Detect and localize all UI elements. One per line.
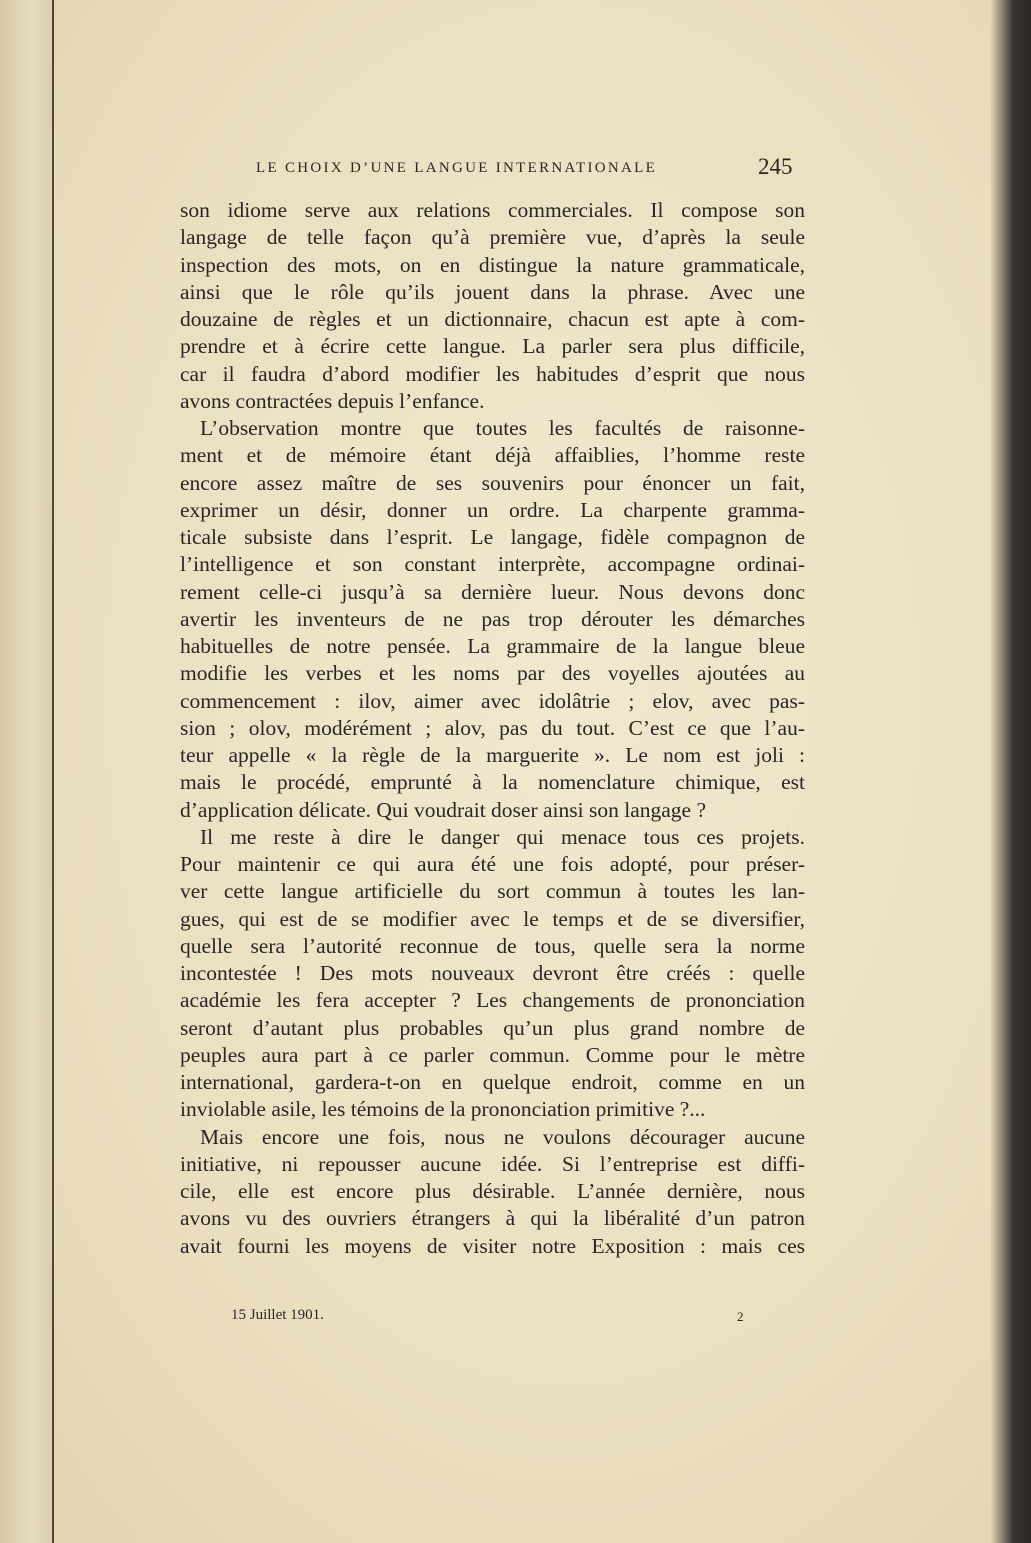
page-number: 245 [758, 154, 793, 179]
text-line: avertir les inventeurs de ne pas trop dérouter les démarches [180, 606, 805, 631]
text-line: habituelles de notre pensée. La grammaire de la langue bleue [180, 634, 805, 658]
text-line: douzaine de règles et un dictionnaire, chacun est apte à com- [180, 307, 805, 331]
text-line: avons vu des ouvriers étrangers à qui la libéralité d’un patron [180, 1206, 805, 1231]
text-line: cile, elle est encore plus désirable. L’année dernière, nous [180, 1179, 805, 1203]
binding-edge [0, 0, 54, 1543]
text-line: avait fourni les moyens de visiter notre Exposition : mais ces [180, 1233, 805, 1258]
text-line: avons contractées depuis l’enfance. [180, 388, 485, 413]
text-line: ticale subsiste dans l’esprit. Le langage, fidèle compagnon de [180, 525, 805, 549]
text-line: L’observation montre que toutes les facultés de raisonne- [200, 416, 805, 440]
signature-mark: 2 [737, 1309, 744, 1324]
text-line: son idiome serve aux relations commerciales. Il compose son [180, 198, 805, 222]
footer-date: 15 Juillet 1901. [231, 1307, 324, 1323]
text-line: teur appelle « la règle de la marguerite ». Le nom est joli : [180, 743, 805, 767]
text-line: peuples aura part à ce parler commun. Comme pour le mètre [180, 1042, 805, 1067]
text-line: initiative, ni repousser aucune idée. Si l’entreprise est diffi- [180, 1151, 805, 1176]
text-line: quelle sera l’autorité reconnue de tous, quelle sera la norme [180, 933, 805, 958]
text-line: prendre et à écrire cette langue. La parler sera plus difficile, [180, 334, 805, 359]
text-line: Mais encore une fois, nous ne voulons décourager aucune [200, 1124, 805, 1149]
text-line: modifie les verbes et les noms par des voyelles ajoutées au [180, 661, 805, 686]
text-line: ment et de mémoire étant déjà affaiblies, l’homme reste [180, 443, 805, 468]
text-line: exprimer un désir, donner un ordre. La charpente gramma- [180, 497, 805, 522]
text-line: seront d’autant plus probables qu’un plus grand nombre de [180, 1015, 805, 1040]
text-line: commencement : ilov, aimer avec idolâtrie ; elov, avec pas- [180, 688, 805, 713]
text-line: académie les fera accepter ? Les changements de prononciation [180, 988, 805, 1013]
text-line: encore assez maître de ses souvenirs pour énoncer un fait, [180, 470, 805, 495]
text-line: gues, qui est de se modifier avec le temps et de se diversifier, [180, 906, 805, 931]
text-line: international, gardera-t-on en quelque endroit, comme en un [180, 1070, 805, 1094]
text-line: sion ; olov, modérément ; alov, pas du tout. C’est ce que l’au- [180, 715, 805, 740]
text-line: langage de telle façon qu’à première vue, d’après la seule [180, 225, 805, 250]
page-edge-shadow [991, 0, 1031, 1543]
text-line: inspection des mots, on en distingue la nature grammaticale, [180, 252, 805, 277]
text-line: incontestée ! Des mots nouveaux devront être créés : quelle [180, 961, 805, 985]
text-line: rement celle-ci jusqu’à sa dernière lueur. Nous devons donc [180, 579, 805, 604]
text-line: mais le procédé, emprunté à la nomenclature chimique, est [180, 770, 805, 795]
text-line: Il me reste à dire le danger qui menace tous ces projets. [200, 824, 805, 849]
text-line: l’intelligence et son constant interprète, accompagne ordinai- [180, 552, 805, 577]
text-line: car il faudra d’abord modifier les habitudes d’esprit que nous [180, 361, 805, 386]
text-line: Pour maintenir ce qui aura été une fois adopté, pour préser- [180, 852, 805, 876]
text-line: ver cette langue artificielle du sort commun à toutes les lan- [180, 879, 805, 904]
text-line: d’application délicate. Qui voudrait doser ainsi son langage ? [180, 797, 706, 822]
text-line: inviolable asile, les témoins de la prononciation primitive ?... [180, 1097, 706, 1122]
text-line: ainsi que le rôle qu’ils jouent dans la phrase. Avec une [180, 279, 805, 304]
body-text [180, 197, 805, 1260]
running-title: LE CHOIX D’UNE LANGUE INTERNATIONALE [256, 160, 658, 176]
